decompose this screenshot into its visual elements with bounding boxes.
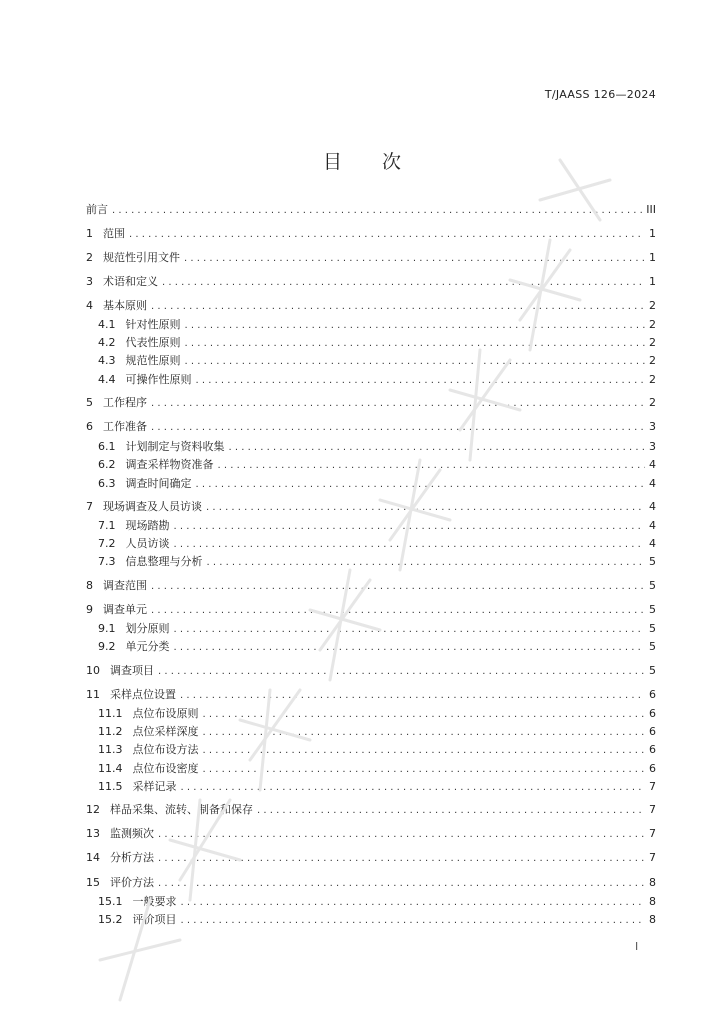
toc-entry[interactable] — [98, 725, 656, 739]
toc-leader-dots — [174, 623, 646, 637]
toc-leader-dots — [180, 689, 645, 703]
toc-entry-page: 7 — [649, 851, 656, 864]
toc-entry-page: 3 — [649, 420, 656, 433]
page-title: 目次 — [322, 151, 441, 173]
toc-entry[interactable] — [86, 500, 656, 514]
toc-entry-number: 11.1 — [98, 707, 123, 720]
toc-entry[interactable] — [86, 299, 656, 313]
toc-entry[interactable] — [86, 227, 656, 241]
toc-leader-dots — [151, 604, 645, 618]
toc-entry[interactable] — [86, 664, 656, 678]
toc-leader-dots — [229, 441, 646, 455]
toc-leader-dots — [112, 204, 642, 218]
toc-entry-number: 15 — [86, 876, 100, 889]
toc-entry-label: 信息整理与分析 — [125, 555, 203, 568]
toc-entry-page: III — [646, 203, 656, 216]
toc-leader-dots — [203, 763, 646, 777]
toc-entry[interactable] — [98, 477, 656, 491]
toc-entry-page: 6 — [649, 743, 656, 756]
toc-entry-page: 4 — [649, 458, 656, 471]
toc-entry-label: 现场踏勘 — [125, 519, 170, 532]
toc-entry-label: 点位布设原则 — [132, 707, 199, 720]
toc-entry-label: 调查范围 — [103, 579, 147, 592]
toc-leader-dots — [158, 877, 645, 891]
toc-leader-dots — [184, 252, 645, 266]
toc-entry-label: 现场调查及人员访谈 — [103, 500, 202, 513]
toc-entry-number: 11 — [86, 688, 100, 701]
toc-entry[interactable] — [86, 603, 656, 617]
toc-entry-number: 6 — [86, 420, 93, 433]
toc-entry-number: 6.3 — [98, 477, 116, 490]
toc-entry-label: 评价方法 — [110, 876, 154, 889]
toc-leader-dots — [203, 708, 646, 722]
toc-entry-number: 4.3 — [98, 354, 116, 367]
toc-entry[interactable] — [86, 827, 656, 841]
toc-entry-label: 样品采集、流转、制备和保存 — [110, 803, 253, 816]
toc-entry-page: 4 — [649, 477, 656, 490]
toc-entry-label: 针对性原则 — [125, 318, 181, 331]
toc-entry-number: 13 — [86, 827, 100, 840]
toc-entry-number: 12 — [86, 803, 100, 816]
toc-entry-page: 5 — [649, 664, 656, 677]
toc-entry-label: 代表性原则 — [125, 336, 181, 349]
toc-entry-number: 9.1 — [98, 622, 116, 635]
toc-entry-page: 2 — [649, 396, 656, 409]
toc-entry-label: 术语和定义 — [103, 275, 158, 288]
toc-entry-number: 2 — [86, 251, 93, 264]
toc-entry-label: 规范性引用文件 — [103, 251, 180, 264]
toc-leader-dots — [218, 459, 646, 473]
toc-entry-number: 7.2 — [98, 537, 116, 550]
toc-entry-number: 9 — [86, 603, 93, 616]
toc-entry-number: 11.4 — [98, 762, 123, 775]
toc-entry-page: 5 — [649, 640, 656, 653]
toc-leader-dots — [158, 828, 645, 842]
toc-entry[interactable] — [98, 895, 656, 909]
toc-entry-page: 5 — [649, 555, 656, 568]
toc-entry[interactable] — [98, 640, 656, 654]
toc-entry-page: 5 — [649, 603, 656, 616]
toc-entry-label: 分析方法 — [110, 851, 154, 864]
toc-leader-dots — [151, 580, 645, 594]
toc-entry-number: 6.1 — [98, 440, 116, 453]
toc-entry-label: 监测频次 — [110, 827, 154, 840]
toc-entry-number: 9.2 — [98, 640, 116, 653]
toc-leader-dots — [257, 804, 645, 818]
toc-leader-dots — [203, 744, 646, 758]
toc-entry-page: 7 — [649, 803, 656, 816]
toc-entry-number: 7.3 — [98, 555, 116, 568]
toc-entry-page: 2 — [649, 318, 656, 331]
toc-entry[interactable] — [98, 318, 656, 332]
toc-leader-dots — [185, 355, 646, 369]
toc-leader-dots — [181, 896, 646, 910]
toc-entry-number: 8 — [86, 579, 93, 592]
toc-entry-page: 7 — [649, 827, 656, 840]
toc-entry[interactable] — [86, 203, 656, 217]
document-code: T/JAASS 126—2024 — [544, 88, 656, 101]
toc-entry[interactable] — [98, 354, 656, 368]
toc-entry-label: 规范性原则 — [125, 354, 181, 367]
toc-leader-dots — [181, 914, 646, 928]
toc-entry[interactable] — [86, 251, 656, 265]
toc-entry-number: 4.1 — [98, 318, 116, 331]
toc-entry[interactable] — [98, 519, 656, 533]
toc-entry-number: 11.5 — [98, 780, 123, 793]
toc-entry-number: 15.2 — [98, 913, 123, 926]
toc-entry-label: 点位采样深度 — [132, 725, 199, 738]
toc-entry-label: 采样记录 — [132, 780, 177, 793]
toc-entry-page: 1 — [649, 251, 656, 264]
toc-leader-dots — [185, 319, 646, 333]
toc-entry-page: 6 — [649, 707, 656, 720]
toc-entry-page: 7 — [649, 780, 656, 793]
toc-entry[interactable] — [98, 743, 656, 757]
toc-entry[interactable] — [98, 762, 656, 776]
toc-entry-label: 基本原则 — [103, 299, 147, 312]
toc-entry-label: 计划制定与资料收集 — [125, 440, 225, 453]
toc-leader-dots — [196, 478, 646, 492]
toc-entry-number: 6.2 — [98, 458, 116, 471]
toc-entry-number: 7.1 — [98, 519, 116, 532]
toc-entry-page: 1 — [649, 227, 656, 240]
toc-leader-dots — [151, 300, 645, 314]
toc-entry-label: 划分原则 — [125, 622, 170, 635]
toc-entry[interactable] — [98, 780, 656, 794]
toc-entry[interactable] — [98, 707, 656, 721]
toc-entry-label: 范围 — [103, 227, 125, 240]
toc-entry-page: 2 — [649, 354, 656, 367]
toc-leader-dots — [181, 781, 646, 795]
toc-entry-number: 1 — [86, 227, 93, 240]
toc-entry[interactable] — [98, 458, 656, 472]
page-number: I — [635, 940, 639, 953]
toc-entry-page: 4 — [649, 537, 656, 550]
toc-entry[interactable] — [86, 579, 656, 593]
toc-entry-page: 6 — [649, 688, 656, 701]
toc-entry-page: 5 — [649, 622, 656, 635]
toc-entry-number: 5 — [86, 396, 93, 409]
toc-entry-label: 人员访谈 — [125, 537, 170, 550]
toc-entry-number: 15.1 — [98, 895, 123, 908]
toc-entry-number: 11.2 — [98, 725, 123, 738]
toc-entry-page: 1 — [649, 275, 656, 288]
toc-leader-dots — [203, 726, 646, 740]
toc-entry-label: 前言 — [86, 203, 108, 216]
toc-leader-dots — [174, 538, 646, 552]
toc-entry-number: 7 — [86, 500, 93, 513]
toc-entry-label: 调查单元 — [103, 603, 147, 616]
toc-entry[interactable] — [98, 555, 656, 569]
toc-entry[interactable] — [98, 373, 656, 387]
toc-leader-dots — [196, 374, 646, 388]
toc-leader-dots — [207, 556, 646, 570]
toc-entry-page: 3 — [649, 440, 656, 453]
toc-entry-number: 4.4 — [98, 373, 116, 386]
toc-leader-dots — [158, 665, 645, 679]
toc-leader-dots — [151, 421, 645, 435]
toc-entry-label: 调查项目 — [110, 664, 154, 677]
toc-entry[interactable] — [86, 420, 656, 434]
toc-entry-page: 8 — [649, 895, 656, 908]
toc-entry[interactable] — [98, 913, 656, 927]
toc-leader-dots — [174, 520, 646, 534]
toc-entry-page: 2 — [649, 336, 656, 349]
toc-entry-label: 调查采样物资准备 — [125, 458, 214, 471]
toc-entry-label: 单元分类 — [125, 640, 170, 653]
toc-entry-page: 6 — [649, 762, 656, 775]
toc-entry-label: 工作准备 — [103, 420, 147, 433]
toc-entry-label: 一般要求 — [132, 895, 177, 908]
toc-entry-label: 采样点位设置 — [110, 688, 176, 701]
toc-entry-label: 工作程序 — [103, 396, 147, 409]
toc-entry-label: 可操作性原则 — [125, 373, 192, 386]
toc-entry-label: 评价项目 — [132, 913, 177, 926]
toc-entry[interactable] — [86, 851, 656, 865]
toc-leader-dots — [206, 501, 645, 515]
toc-entry-page: 2 — [649, 299, 656, 312]
toc-entry[interactable] — [86, 275, 656, 289]
toc-entry-page: 4 — [649, 519, 656, 532]
toc-entry-page: 4 — [649, 500, 656, 513]
toc-entry-number: 4.2 — [98, 336, 116, 349]
toc-entry-page: 8 — [649, 913, 656, 926]
toc-entry-number: 4 — [86, 299, 93, 312]
toc-entry[interactable] — [86, 396, 656, 410]
toc-entry-number: 14 — [86, 851, 100, 864]
toc-entry[interactable] — [98, 440, 656, 454]
toc-leader-dots — [151, 397, 645, 411]
toc-entry-page: 2 — [649, 373, 656, 386]
toc-leader-dots — [162, 276, 645, 290]
toc-leader-dots — [129, 228, 645, 242]
toc-entry-number: 10 — [86, 664, 100, 677]
toc-entry[interactable] — [98, 622, 656, 636]
toc-entry-number: 11.3 — [98, 743, 123, 756]
toc-entry-label: 调查时间确定 — [125, 477, 192, 490]
toc-entry-page: 6 — [649, 725, 656, 738]
toc-entry-page: 8 — [649, 876, 656, 889]
toc-entry[interactable] — [86, 803, 656, 817]
toc-entry[interactable] — [98, 336, 656, 350]
toc-leader-dots — [185, 337, 646, 351]
toc-entry-label: 点位布设密度 — [132, 762, 199, 775]
toc-entry-number: 3 — [86, 275, 93, 288]
toc-leader-dots — [174, 641, 646, 655]
toc-entry[interactable] — [86, 688, 656, 702]
toc-entry-page: 5 — [649, 579, 656, 592]
toc-leader-dots — [158, 852, 645, 866]
toc-entry-label: 点位布设方法 — [132, 743, 199, 756]
toc-entry[interactable] — [86, 876, 656, 890]
toc-entry[interactable] — [98, 537, 656, 551]
